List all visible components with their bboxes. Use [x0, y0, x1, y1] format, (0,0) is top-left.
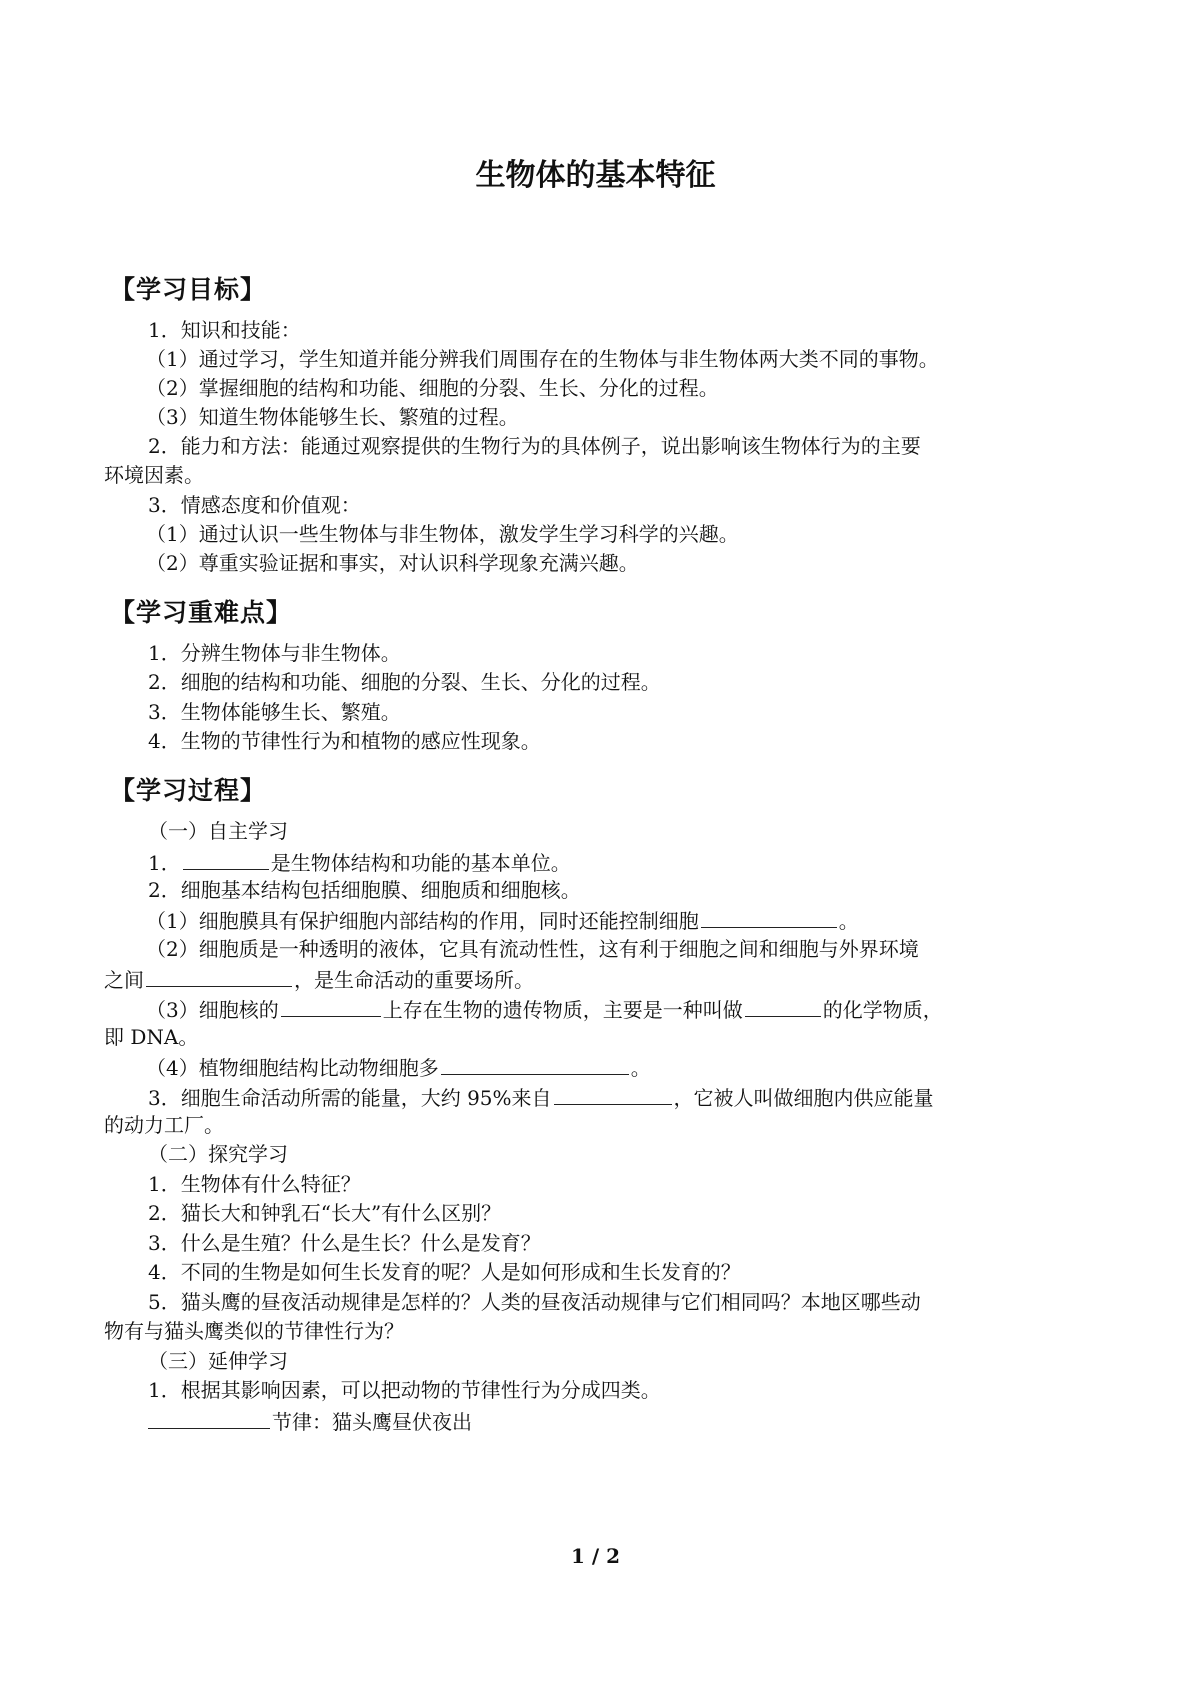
- answer-blank[interactable]: [281, 996, 381, 1017]
- answer-blank[interactable]: [183, 849, 269, 870]
- subsection-self-study: （一）自主学习: [148, 819, 288, 843]
- section-heading-process: 【学习过程】: [110, 776, 267, 805]
- answer-blank[interactable]: [745, 996, 821, 1017]
- objective-line: （1）通过学习，学生知道并能分辨我们周围存在的生物体与非生物体两大类不同的事物。: [146, 347, 939, 371]
- answer-blank[interactable]: [554, 1084, 672, 1105]
- objective-line: （3）知道生物体能够生长、繁殖的过程。: [146, 405, 519, 429]
- inquiry-line: 5．猫头鹰的昼夜活动规律是怎样的？人类的昼夜活动规律与它们相同吗？本地区哪些动: [148, 1290, 921, 1314]
- key-point-line: 4．生物的节律性行为和植物的感应性现象。: [148, 729, 541, 753]
- objective-line: 环境因素。: [104, 463, 204, 487]
- inquiry-line: 3．什么是生殖？什么是生长？什么是发育？: [148, 1231, 541, 1255]
- objective-line: 2．能力和方法：能通过观察提供的生物行为的具体例子，说出影响该生物体行为的主要: [148, 434, 921, 458]
- inquiry-line: 物有与猫头鹰类似的节律性行为？: [104, 1319, 404, 1343]
- page-number: 1 / 2: [570, 1544, 621, 1568]
- key-point-line: 2．细胞的结构和功能、细胞的分裂、生长、分化的过程。: [148, 670, 661, 694]
- answer-blank[interactable]: [441, 1054, 629, 1075]
- subsection-extension: （三）延伸学习: [148, 1349, 288, 1373]
- objective-line: 3．情感态度和价值观：: [148, 493, 361, 517]
- answer-blank[interactable]: [701, 907, 837, 928]
- fill-extension-2: 节律：猫头鹰昼伏夜出: [148, 1408, 472, 1434]
- objective-line: （2）尊重实验证据和事实，对认识科学现象充满兴趣。: [146, 551, 639, 575]
- question-2-3-line-b: 即 DNA。: [104, 1025, 199, 1049]
- inquiry-line: 1．生物体有什么特征？: [148, 1172, 361, 1196]
- question-3-line-b: 的动力工厂。: [104, 1113, 224, 1137]
- answer-blank[interactable]: [146, 966, 292, 987]
- fill-question-2-3: （3）细胞核的 上存在生物的遗传物质，主要是一种叫做 的化学物质，: [146, 998, 943, 1022]
- section-heading-objectives: 【学习目标】: [110, 275, 267, 304]
- question-2: 2．细胞基本结构包括细胞膜、细胞质和细胞核。: [148, 878, 581, 902]
- section-heading-key-points: 【学习重难点】: [110, 598, 293, 627]
- answer-blank[interactable]: [148, 1408, 270, 1429]
- key-point-line: 1．分辨生物体与非生物体。: [148, 641, 401, 665]
- objective-line: 1．知识和技能：: [148, 318, 301, 342]
- subsection-inquiry: （二）探究学习: [148, 1142, 288, 1166]
- page-title: 生物体的基本特征: [475, 158, 716, 193]
- inquiry-line: 2．猫长大和钟乳石“长大”有什么区别？: [148, 1201, 502, 1225]
- fill-question-2-1: （1）细胞膜具有保护细胞内部结构的作用，同时还能控制细胞 。: [146, 909, 859, 933]
- objective-line: （1）通过认识一些生物体与非生物体，激发学生学习科学的兴趣。: [146, 522, 739, 546]
- key-point-line: 3．生物体能够生长、繁殖。: [148, 700, 401, 724]
- inquiry-line: 4．不同的生物是如何生长发育的呢？人是如何形成和生长发育的？: [148, 1260, 741, 1284]
- fill-question-2-2: 之间 ，是生命活动的重要场所。: [104, 968, 534, 992]
- fill-question-2-4: （4）植物细胞结构比动物细胞多 。: [146, 1056, 651, 1080]
- fill-question-3: 3．细胞生命活动所需的能量，大约 95%来自 ，它被人叫做细胞内供应能量: [148, 1086, 934, 1110]
- objective-line: （2）掌握细胞的结构和功能、细胞的分裂、生长、分化的过程。: [146, 376, 719, 400]
- fill-question-1: 1． 是生物体结构和功能的基本单位。: [148, 851, 571, 875]
- extension-line: 1．根据其影响因素，可以把动物的节律性行为分成四类。: [148, 1378, 661, 1402]
- question-2-2-line-a: （2）细胞质是一种透明的液体，它具有流动性性，这有利于细胞之间和细胞与外界环境: [146, 937, 919, 961]
